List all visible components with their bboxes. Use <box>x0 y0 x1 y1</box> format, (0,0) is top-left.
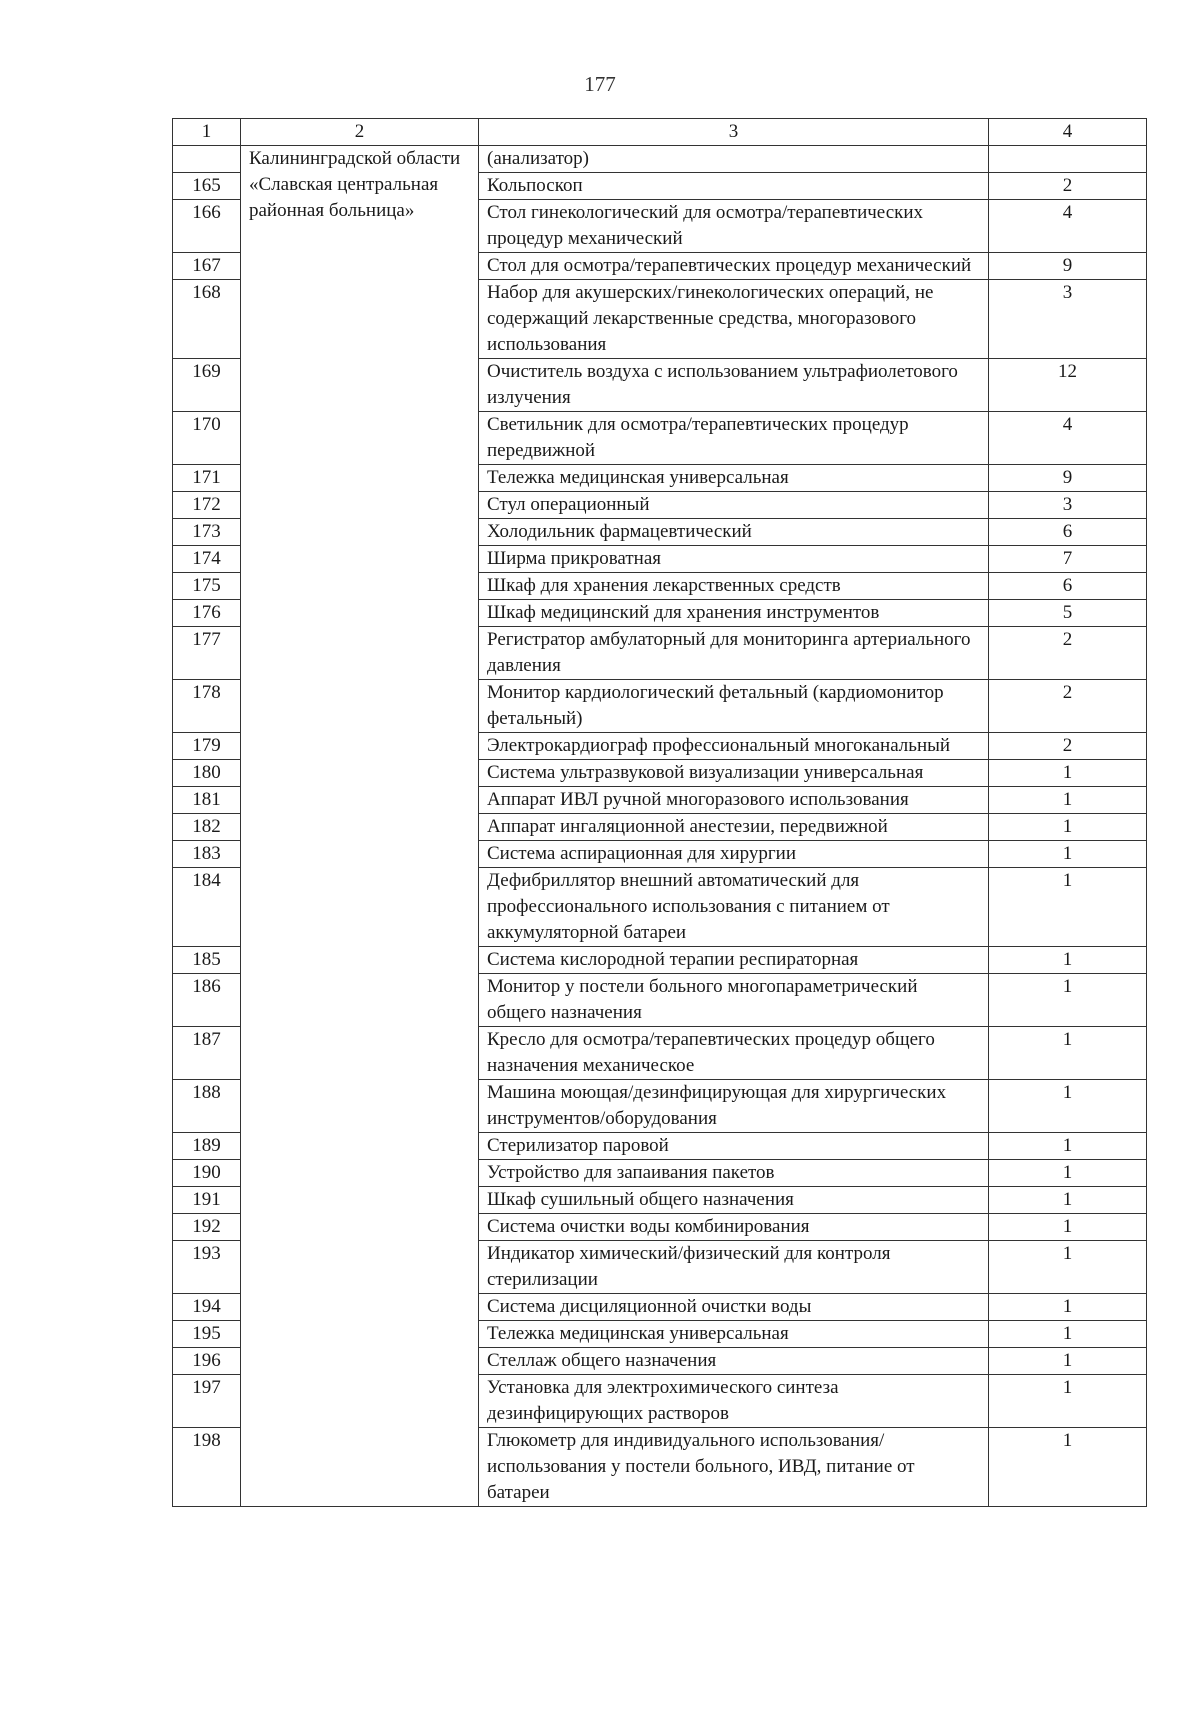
equipment-name: Система дисциляционной очистки воды <box>479 1294 989 1321</box>
table-body <box>173 146 1147 1507</box>
row-number: 185 <box>173 947 241 974</box>
equipment-quantity <box>989 146 1147 173</box>
equipment-quantity: 1 <box>989 974 1147 1027</box>
organization-name: Калининградской области «Славская центральная районная больница» <box>241 146 479 1507</box>
row-number: 166 <box>173 200 241 253</box>
equipment-name: Светильник для осмотра/терапевтических процедур передвижной <box>479 412 989 465</box>
row-number: 189 <box>173 1133 241 1160</box>
equipment-quantity: 5 <box>989 600 1147 627</box>
equipment-quantity: 9 <box>989 465 1147 492</box>
equipment-name: Электрокардиограф профессиональный многоканальный <box>479 733 989 760</box>
row-number: 192 <box>173 1214 241 1241</box>
row-number: 165 <box>173 173 241 200</box>
equipment-name: Шкаф для хранения лекарственных средств <box>479 573 989 600</box>
equipment-quantity: 1 <box>989 1187 1147 1214</box>
equipment-name: Стеллаж общего назначения <box>479 1348 989 1375</box>
equipment-name: Стерилизатор паровой <box>479 1133 989 1160</box>
row-number: 196 <box>173 1348 241 1375</box>
equipment-name: Очиститель воздуха с использованием ультрафиолетового излучения <box>479 359 989 412</box>
equipment-name: Установка для электрохимического синтеза дезинфицирующих растворов <box>479 1375 989 1428</box>
equipment-name: Система очистки воды комбинирования <box>479 1214 989 1241</box>
equipment-quantity: 1 <box>989 1027 1147 1080</box>
row-number: 179 <box>173 733 241 760</box>
equipment-name: Дефибриллятор внешний автоматический для профессионального использования с питанием от аккумуляторной батареи <box>479 868 989 947</box>
equipment-table <box>172 118 1147 1507</box>
equipment-quantity: 2 <box>989 733 1147 760</box>
equipment-name: Стул операционный <box>479 492 989 519</box>
equipment-quantity: 7 <box>989 546 1147 573</box>
equipment-name: Индикатор химический/физический для контроля стерилизации <box>479 1241 989 1294</box>
equipment-quantity: 1 <box>989 868 1147 947</box>
equipment-quantity: 1 <box>989 1294 1147 1321</box>
table-row <box>173 146 1147 173</box>
equipment-name: Набор для акушерских/гинекологических операций, не содержащий лекарственные средства, многоразового использования <box>479 280 989 359</box>
equipment-quantity: 2 <box>989 173 1147 200</box>
equipment-quantity: 1 <box>989 1133 1147 1160</box>
row-number <box>173 146 241 173</box>
row-number: 173 <box>173 519 241 546</box>
row-number: 170 <box>173 412 241 465</box>
row-number: 175 <box>173 573 241 600</box>
row-number: 177 <box>173 627 241 680</box>
equipment-name: Тележка медицинская универсальная <box>479 1321 989 1348</box>
column-header-2: 2 <box>241 119 479 146</box>
row-number: 168 <box>173 280 241 359</box>
equipment-name: Глюкометр для индивидуального использования/использования у постели больного, ИВД, питание от батареи <box>479 1428 989 1507</box>
row-number: 172 <box>173 492 241 519</box>
equipment-quantity: 1 <box>989 814 1147 841</box>
equipment-quantity: 1 <box>989 1080 1147 1133</box>
row-number: 191 <box>173 1187 241 1214</box>
row-number: 197 <box>173 1375 241 1428</box>
equipment-name: Стол для осмотра/терапевтических процедур механический <box>479 253 989 280</box>
equipment-name: Тележка медицинская универсальная <box>479 465 989 492</box>
equipment-name: Холодильник фармацевтический <box>479 519 989 546</box>
equipment-quantity: 4 <box>989 412 1147 465</box>
equipment-quantity: 2 <box>989 680 1147 733</box>
column-header-3: 3 <box>479 119 989 146</box>
row-number: 188 <box>173 1080 241 1133</box>
column-header-1: 1 <box>173 119 241 146</box>
row-number: 194 <box>173 1294 241 1321</box>
equipment-quantity: 1 <box>989 1375 1147 1428</box>
equipment-quantity: 1 <box>989 947 1147 974</box>
row-number: 193 <box>173 1241 241 1294</box>
equipment-name: Машина моющая/дезинфицирующая для хирургических инструментов/оборудования <box>479 1080 989 1133</box>
equipment-name: Аппарат ИВЛ ручной многоразового использования <box>479 787 989 814</box>
equipment-quantity: 1 <box>989 1428 1147 1507</box>
equipment-name: Система ультразвуковой визуализации универсальная <box>479 760 989 787</box>
equipment-quantity: 1 <box>989 841 1147 868</box>
equipment-name: Ширма прикроватная <box>479 546 989 573</box>
equipment-name: Система аспирационная для хирургии <box>479 841 989 868</box>
equipment-quantity: 9 <box>989 253 1147 280</box>
table-header-row <box>173 119 1147 146</box>
equipment-quantity: 1 <box>989 787 1147 814</box>
equipment-quantity: 1 <box>989 1214 1147 1241</box>
equipment-name: Аппарат ингаляционной анестезии, передвижной <box>479 814 989 841</box>
page-number: 177 <box>584 72 616 96</box>
equipment-name: Система кислородной терапии респираторная <box>479 947 989 974</box>
row-number: 195 <box>173 1321 241 1348</box>
equipment-name: Шкаф сушильный общего назначения <box>479 1187 989 1214</box>
row-number: 181 <box>173 787 241 814</box>
equipment-name: Монитор у постели больного многопараметрический общего назначения <box>479 974 989 1027</box>
row-number: 167 <box>173 253 241 280</box>
column-header-4: 4 <box>989 119 1147 146</box>
row-number: 187 <box>173 1027 241 1080</box>
equipment-quantity: 12 <box>989 359 1147 412</box>
equipment-quantity: 1 <box>989 1321 1147 1348</box>
row-number: 178 <box>173 680 241 733</box>
row-number: 176 <box>173 600 241 627</box>
row-number: 186 <box>173 974 241 1027</box>
equipment-quantity: 6 <box>989 519 1147 546</box>
equipment-quantity: 1 <box>989 1241 1147 1294</box>
row-number: 183 <box>173 841 241 868</box>
row-number: 198 <box>173 1428 241 1507</box>
equipment-quantity: 3 <box>989 492 1147 519</box>
equipment-name: Монитор кардиологический фетальный (кардиомонитор фетальный) <box>479 680 989 733</box>
equipment-quantity: 2 <box>989 627 1147 680</box>
equipment-name: (анализатор) <box>479 146 989 173</box>
row-number: 182 <box>173 814 241 841</box>
equipment-quantity: 1 <box>989 760 1147 787</box>
equipment-name: Устройство для запаивания пакетов <box>479 1160 989 1187</box>
equipment-quantity: 1 <box>989 1348 1147 1375</box>
equipment-quantity: 4 <box>989 200 1147 253</box>
equipment-quantity: 6 <box>989 573 1147 600</box>
row-number: 184 <box>173 868 241 947</box>
equipment-name: Кресло для осмотра/терапевтических процедур общего назначения механическое <box>479 1027 989 1080</box>
equipment-quantity: 3 <box>989 280 1147 359</box>
row-number: 169 <box>173 359 241 412</box>
equipment-name: Стол гинекологический для осмотра/терапевтических процедур механический <box>479 200 989 253</box>
equipment-name: Кольпоскоп <box>479 173 989 200</box>
equipment-quantity: 1 <box>989 1160 1147 1187</box>
row-number: 171 <box>173 465 241 492</box>
equipment-name: Регистратор амбулаторный для мониторинга артериального давления <box>479 627 989 680</box>
row-number: 180 <box>173 760 241 787</box>
row-number: 174 <box>173 546 241 573</box>
row-number: 190 <box>173 1160 241 1187</box>
equipment-name: Шкаф медицинский для хранения инструментов <box>479 600 989 627</box>
